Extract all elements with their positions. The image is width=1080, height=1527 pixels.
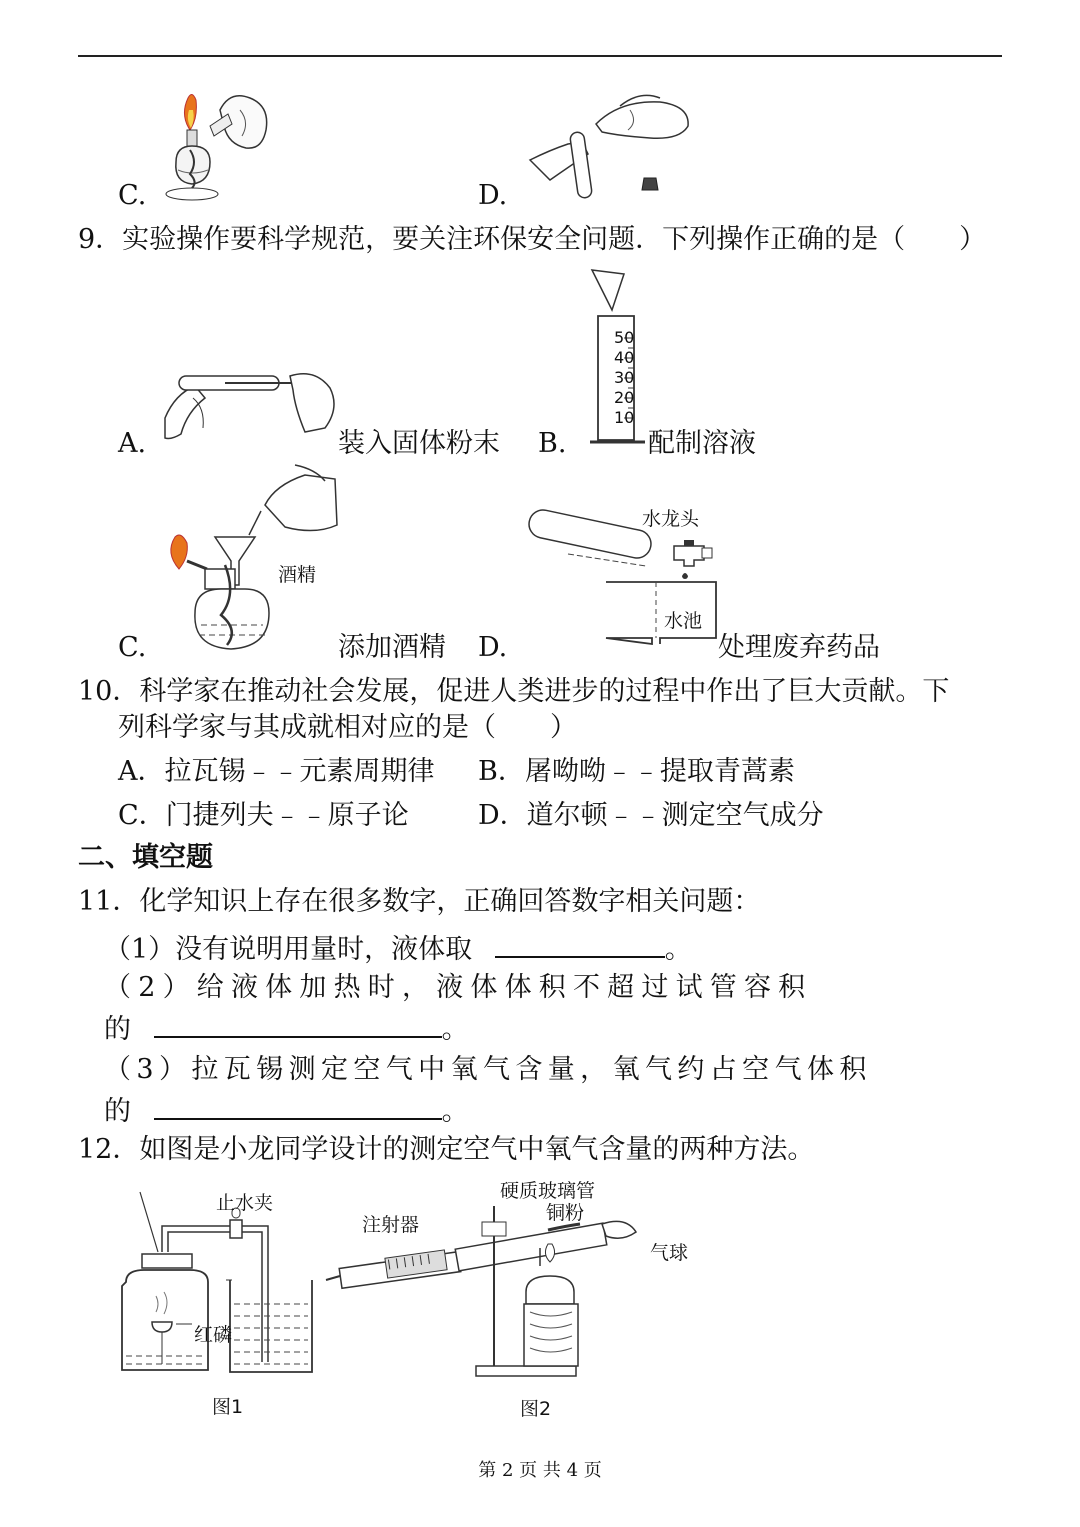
q11-part1 (104, 930, 692, 966)
q9-option-c: C. (118, 632, 147, 663)
q10-option-c: C．门捷列夫﹣﹣原子论 (118, 800, 409, 831)
header-rule (78, 55, 1002, 57)
q9-option-a-text: 装入固体粉末 (338, 428, 500, 459)
fig2-label-tube: 硬质玻璃管 (500, 1180, 596, 1202)
q11-stem: 11．化学知识上存在很多数字，正确回答数字相关问题： (78, 886, 761, 917)
q9-option-b: B. (538, 428, 567, 459)
q8-option-d: D. (478, 180, 508, 211)
q11-part3-line1: （3）拉瓦锡测定空气中氧气含量，氧气约占空气体积 (104, 1054, 872, 1085)
q10-option-d: D．道尔顿﹣﹣测定空气成分 (478, 800, 824, 831)
q9-a-image (165, 368, 340, 458)
cylinder-tick: 30 (614, 368, 635, 387)
q9-option-d-text: 处理废弃药品 (718, 632, 880, 663)
q9-option-b-text: 配制溶液 (648, 428, 756, 459)
q11-period: 。 (664, 934, 692, 965)
q9-c-label-alcohol: 酒精 (278, 564, 317, 586)
q11-blank-2[interactable] (154, 1010, 442, 1038)
q12-figure-1 (118, 1192, 318, 1382)
q11-part2-line2 (104, 1010, 469, 1046)
q11-period: 。 (441, 1014, 469, 1045)
q10-option-a: A．拉瓦锡﹣﹣元素周期律 (118, 756, 435, 787)
q11-part3-line2 (104, 1092, 469, 1128)
q11-period: 。 (441, 1096, 469, 1127)
q11-blank-1[interactable] (495, 930, 665, 958)
q8-option-c: C. (118, 180, 147, 211)
fig2-caption: 图2 (520, 1398, 552, 1420)
page-footer: 第 2 页 共 4 页 (478, 1460, 602, 1481)
q9-option-c-text: 添加酒精 (338, 632, 446, 663)
q11-part2-de: 的 (104, 1014, 131, 1045)
fig2-label-copper: 铜粉 (546, 1202, 585, 1224)
q9-option-d: D. (478, 632, 508, 663)
q10-stem-line1: 10．科学家在推动社会发展，促进人类进步的过程中作出了巨大贡献。下 (78, 676, 950, 707)
fig1-label-phosphorus: 红磷 (194, 1324, 233, 1346)
cylinder-tick: 20 (614, 388, 635, 407)
cylinder-tick: 50 (614, 328, 635, 347)
q10-option-b: B．屠呦呦﹣﹣提取青蒿素 (478, 756, 795, 787)
q9-d-label-pool: 水池 (664, 610, 703, 632)
fig2-label-syringe: 注射器 (362, 1214, 420, 1236)
q9-option-a: A. (118, 428, 147, 459)
q8-d-image (530, 80, 700, 205)
q11-blank-3[interactable] (154, 1092, 442, 1120)
q11-part2-line1: （2）给液体加热时，液体体积不超过试管容积 (104, 972, 813, 1003)
q11-part3-de: 的 (104, 1096, 131, 1127)
cylinder-tick: 40 (614, 348, 635, 367)
q10-stem-line2: 列科学家与其成就相对应的是（ ） (118, 712, 577, 743)
cylinder-scale (614, 328, 634, 428)
q12-stem: 12．如图是小龙同学设计的测定空气中氧气含量的两种方法。 (78, 1134, 815, 1165)
q11-part1-text: （1）没有说明用量时，液体取 (104, 934, 473, 965)
cylinder-tick: 10 (614, 408, 635, 427)
fig2-label-balloon: 气球 (650, 1242, 689, 1264)
q9-d-label-tap: 水龙头 (642, 508, 700, 530)
q9-c-image (165, 465, 345, 660)
q8-c-image (170, 70, 280, 210)
section-title: 二、填空题 (78, 842, 213, 873)
q9-stem: 9．实验操作要科学规范，要关注环保安全问题．下列操作正确的是（ ） (78, 224, 987, 255)
fig1-label-clamp: 止水夹 (216, 1192, 274, 1214)
fig1-caption: 图1 (212, 1396, 244, 1418)
